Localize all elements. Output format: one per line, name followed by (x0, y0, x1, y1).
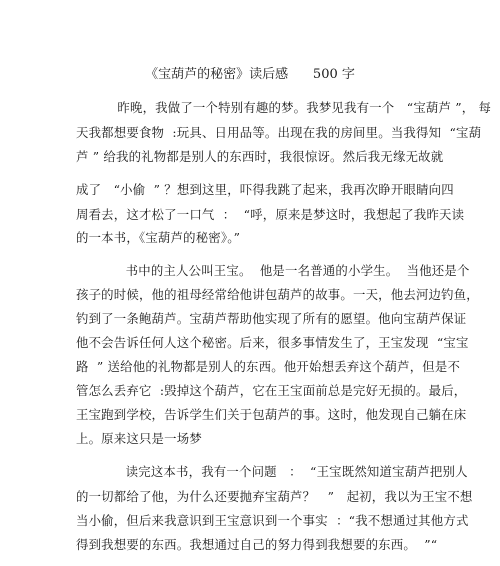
text-line: 芦 ” 给我的礼物都是别人的东西时，我很惊讶。然后我无缘无故就 (76, 149, 444, 164)
text-line: 天我都想要食物 :玩具、日用品等。出现在我的房间里。当我得知 “宝葫 (76, 125, 482, 140)
essay-title: 《宝葫芦的秘密》读后感 500 字 (145, 67, 355, 82)
text-line: 当小偷，但后来我意识到王宝意识到一个事实 ：“我不想通过其他方式 (76, 513, 469, 528)
text-line: 的一切都给了他，为什么还要抛弃宝葫芦？ ” 起初，我以为王宝不想 (76, 489, 473, 504)
text-line: 路 ” 送给他的礼物都是别人的东西。他开始想丢弃这个葫芦，但是不 (76, 359, 461, 374)
text-line: 得到我想要的东西。我想通过自己的努力得到我想要的东西。 ”“ (76, 537, 438, 552)
text-line: 的一本书，《宝葫芦的秘密》。” (76, 230, 241, 245)
text-line: 昨晚，我做了一个特别有趣的梦。我梦见我有一个 “宝葫芦 ”， 每 (76, 100, 492, 115)
text-line: 书中的主人公叫王宝。 他是一名普通的小学生。 当他还是个 (76, 263, 470, 278)
text-line: 王宝跑到学校，告诉学生们关于包葫芦的事。这时，他发现自己躺在床 (76, 407, 467, 422)
text-line: 上。原来这只是一场梦 (76, 431, 202, 446)
text-line: 管怎么丢弃它 :毁掉这个葫芦，它在王宝面前总是完好无损的。最后， (76, 383, 467, 398)
text-line: 他不会告诉任何人这个秘密。后来，很多事情发生了，王宝发现 “宝宝 (76, 335, 469, 350)
text-line: 周看去，这才松了一口气 ： “呼，原来是梦这时，我想起了我昨天读 (76, 207, 465, 222)
text-line: 读完这本书，我有一个问题 ： “王宝既然知道宝葫芦把别人 (76, 464, 468, 479)
text-line: 成了 “小偷 ” ？想到这里，吓得我跳了起来，我再次睁开眼睛向四 (76, 182, 454, 197)
text-line: 孩子的时候，他的祖母经常给他讲包葫芦的故事。一天，他去河边钓鱼， (76, 287, 479, 302)
text-line: 钓到了一条鲍葫芦。宝葫芦帮助他实现了所有的愿望。他向宝葫芦保证 (76, 311, 467, 326)
